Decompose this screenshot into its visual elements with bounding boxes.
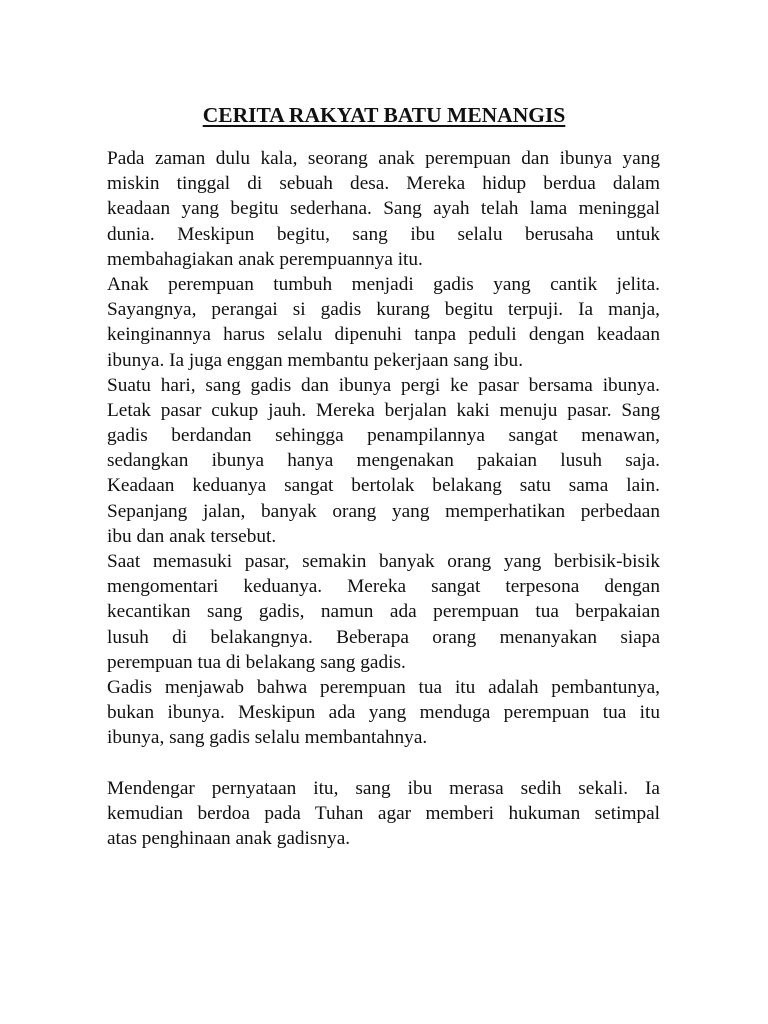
text-line: Mendengar pernyataan itu, sang ibu merasa sedih sekali. Ia (107, 777, 660, 799)
text-line: kecantikan sang gadis, namun ada perempuan tua berpakaian (107, 601, 660, 623)
text-line: Pada zaman dulu kala, seorang anak perempuan dan ibunya yang (107, 148, 660, 169)
paragraph-6 (107, 776, 660, 852)
paragraph-4 (107, 549, 660, 675)
document-title-block (0, 100, 768, 130)
text-line: lusuh di belakangnya. Beberapa orang menanyakan siapa (107, 626, 660, 648)
paragraph-2 (107, 272, 660, 373)
text-line: Letak pasar cukup jauh. Mereka berjalan kaki menuju pasar. Sang (107, 399, 660, 421)
text-line: Sepanjang jalan, banyak orang yang memperhatikan perbedaan (107, 500, 660, 522)
text-line: dunia. Meskipun begitu, sang ibu selalu berusaha untuk (107, 223, 660, 245)
text-line: keinginannya harus selalu dipenuhi tanpa peduli dengan keadaan (107, 324, 660, 346)
text-line: kemudian berdoa pada Tuhan agar memberi hukuman setimpal (107, 802, 660, 824)
text-line: ibu dan anak tersebut. (107, 525, 277, 547)
document-title: CERITA RAKYAT BATU MENANGIS (202, 103, 566, 127)
text-line: mengomentari keduanya. Mereka sangat terpesona dengan (107, 576, 660, 598)
text-line: miskin tinggal di sebuah desa. Mereka hidup berdua dalam (107, 173, 660, 195)
paragraph-5 (107, 675, 660, 751)
paragraph-1 (107, 146, 660, 272)
text-line: Sayangnya, perangai si gadis kurang begitu terpuji. Ia manja, (107, 299, 660, 321)
text-line: ibunya, sang gadis selalu membantahnya. (107, 727, 428, 749)
text-line: Suatu hari, sang gadis dan ibunya pergi ke pasar bersama ibunya. (107, 374, 660, 396)
text-line: Keadaan keduanya sangat bertolak belakang satu sama lain. (107, 475, 660, 497)
text-line: gadis berdandan sehingga penampilannya sangat menawan, (107, 425, 660, 447)
text-line: Anak perempuan tumbuh menjadi gadis yang cantik jelita. (107, 273, 660, 295)
text-line: sedangkan ibunya hanya mengenakan pakaian lusuh saja. (107, 450, 660, 472)
paragraph-3 (107, 373, 660, 549)
text-line: keadaan yang begitu sederhana. Sang ayah telah lama meninggal (107, 198, 660, 220)
text-line: ibunya. Ia juga enggan membantu pekerjaan sang ibu. (107, 349, 524, 371)
text-line: perempuan tua di belakang sang gadis. (107, 651, 406, 673)
document-body (107, 146, 660, 851)
text-line: atas penghinaan anak gadisnya. (107, 828, 351, 850)
text-line: membahagiakan anak perempuannya itu. (107, 248, 423, 270)
text-line: bukan ibunya. Meskipun ada yang menduga perempuan tua itu (107, 702, 660, 724)
text-line: Saat memasuki pasar, semakin banyak orang yang berbisik-bisik (107, 551, 660, 572)
paragraph-gap (107, 751, 660, 776)
text-line: Gadis menjawab bahwa perempuan tua itu adalah pembantunya, (107, 676, 660, 698)
